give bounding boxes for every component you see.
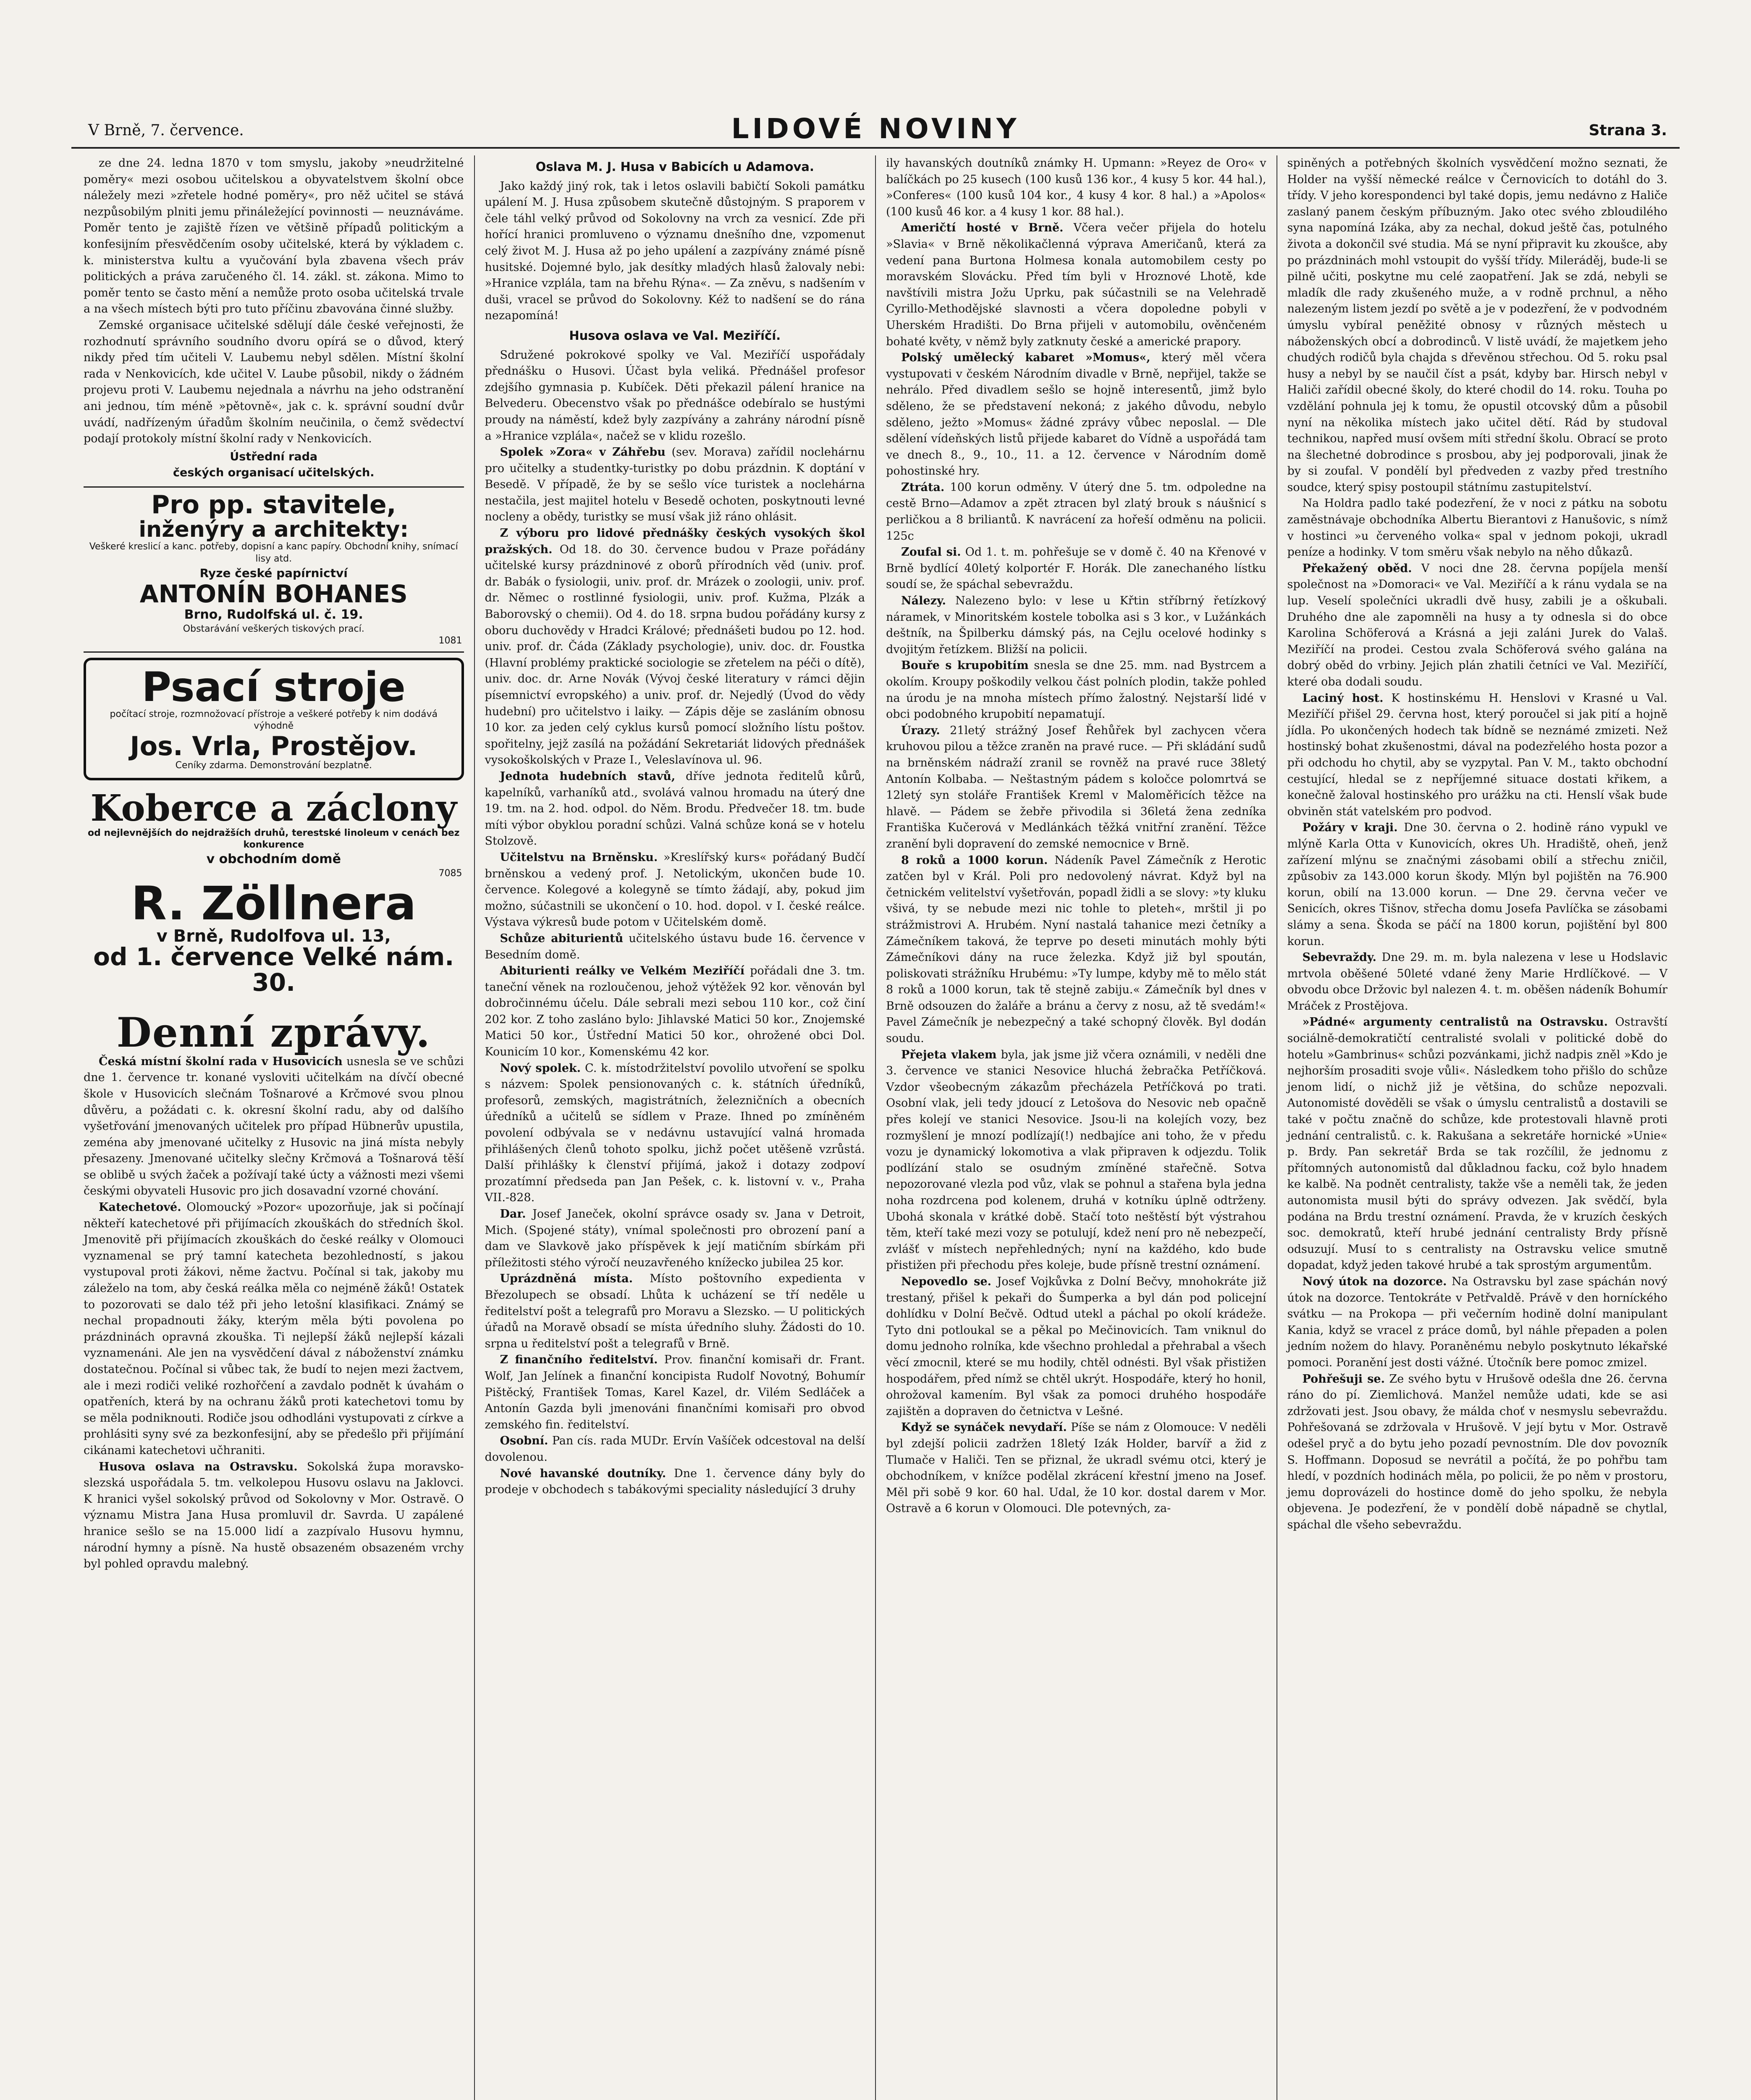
ad-bohanes [84, 486, 464, 653]
article-lead: »Pádné« argumenty centralistů na Ostravsku. [1302, 1016, 1608, 1029]
article-lead: Sebevraždy. [1302, 951, 1376, 964]
ad-headline: inženýry a architekty: [139, 517, 409, 542]
article-text: (sev. Morava) zařídil noclehárnu pro učitelky a studentky-turistky po dobu prázdnin. K doptání v Besedě. V případě, že by se sešlo více turistek a noclehárna nestačila, jest majitel hotelu v Besedě ochoten, poskytnouti levné nocleny a obědy, turistky se musí však již ráno ohlásit. [485, 446, 865, 524]
article-text: Jako každý jiný rok, tak i letos oslavili babičtí Sokoli památku upálení M. J. Husa způsobem skutečně důstojným. S praporem v čele táhl velký průvod od Sokolovny na vrch za vesnicí. Zde při hořící hranici promluveno o významu dnešního dne, vzpomenut celý život M. J. Husa až po jeho upálení a zazpívány známé písně husitské. Dojemné bylo, jak desítky mladých hlasů žalovaly nebi: »Hranice vzplála, tam na břehu Rýna«. — Za zněvu, s nadšením v duši, vracel se průvod do Sokolovny. Kéž to nadšení se do rána nezapomíná! [485, 179, 865, 323]
article-lead: Z finančního ředitelství. [500, 1353, 658, 1367]
article [485, 1206, 865, 1271]
ad-headline: Pro pp. stavitele, [151, 490, 396, 520]
ad-headline: Koberce a záclony [90, 787, 457, 830]
ad-address: Brno, Rudolfská ul. č. 19. [184, 607, 363, 622]
article-lead: Osobní. [500, 1434, 548, 1448]
article [886, 350, 1266, 480]
article-lead: Překažený oběd. [1302, 562, 1412, 575]
article-text: Sokolská župa moravsko-slezská uspořádala 5. tm. velkolepou Husovu oslavu na Jaklovci. K hranici vyšel sokolský průvod od Sokolovny v Mor. Ostravě. O významu Mistra Jana Husa promluvil dr. Savrda. U zapálené hranice sešlo se na 15.000 lidí a zazpívalo Husovu hymnu, národní hymny a písně. Na hustě obsazeném obsazeném vrchy byl pohled opravdu malebný. [84, 1460, 464, 1571]
article-lead: Američtí hosté v Brně. [901, 221, 1064, 235]
article-lead: Když se synáček nevydaří. [901, 1421, 1067, 1434]
article-text: pořádali dne 3. tm. taneční věnek na rozloučenou, jehož výtěžek 92 kor. věnován byl dobročinnému účelu. Dále sebrali mezi sebou 110 kor., což činí 202 kor. Z toho zasláno bylo: Jihlavské Matici 50 kor., Znojemské Matici 50 kor., Ústřední Matici 50 kor., ohrožené obci Dol. Kounicím 10 kor., Komenskému 42 kor. [485, 964, 865, 1059]
article-text: 21letý strážný Josef Řehůřek byl zachycen včera kruhovou pilou a těžce zraněn na pravé ruce. — Při skládání sudů na brněnském nádraží zranil se rovněž na pravé ruce 38letý Antonín Kolbaba. — Neštastným pádem s koločce polomrtvá se 12letý syn stoláře František Kreml v Maloměřicích těžce na hlavě. — Pádem se žebře přivodila si 36letá žena zedníka Františka Kučerová v Medlánkách těžká vnitřní zranění. Těžce zranění byli dopravení do zemské nemocnice v Brně. [886, 724, 1266, 850]
article [886, 220, 1266, 350]
article-lead: Požáry v kraji. [1302, 821, 1398, 835]
article-text: Prov. finanční komisaři dr. Frant. Wolf, Jan Jelínek a finanční koncipista Rudolf Novotný, Bohumír Pištěcký, František Tomas, Karel Kazel, dr. Vilém Sedláček a Antonín Gazda byli jmenováni finančními komisaři pro obvod zemského fin. ředitelství. [485, 1353, 865, 1431]
article-text: dříve jednota ředitelů kůrů, kapelníků, varhaníků atd., svolává valnou hromadu na úterý dne 19. tm. na 2. hod. odpol. do Něm. Brodu. Předvečer 18. tm. bude míti výbor obyklou poradní schůzi. Valná schůze koná se v hotelu Stolzově. [485, 769, 865, 848]
article-lead: Pohřešuji se. [1302, 1372, 1385, 1386]
ad-text: Obstarávání veškerých tiskových prací. [183, 623, 364, 634]
article-lead: Husova oslava na Ostravsku. [99, 1460, 298, 1473]
ad-headline: Psací stroje [142, 663, 406, 711]
article-text: usnesla se ve schůzi dne 1. července tr. konané vysloviti učitelkám na dívčí obecné škole v Husovicích slečnám Tošnarové a Krčmové svou plnou důvěru, a požádati c. k. okresní školní radu, aby od dalšího vyšetřování jmenovaných učitelek pro případ Hübnerův upustila, zeména aby jmenované učitelky z Husovic na jiná místa nebyly přesazeny. Jmenované učitelky slečny Krčmová a Tošnarová těší se oblibě u svých žaček a požívají také úcty a vážnosti mezi všemi českými obyvateli Husovic pro jich dosavadní vzorné chování. [84, 1055, 464, 1198]
article-text: snesla se dne 25. mm. nad Bystrcem a okolím. Kroupy poškodily velkou část polních plodin, takže pohled na úrodu je na mnoha místech přímo žalostný. Nejstarší lidé v obci podobného krupobití nepamatují. [886, 659, 1266, 721]
article [1287, 1371, 1668, 1533]
column-4 [1277, 155, 1678, 2100]
article-lead: Uprázdněná místa. [500, 1272, 633, 1286]
article-text: Místo poštovního expedienta v Březolupech se obsadí. Lhůta k ucházení se tří neděle u ředitelství pošt a telegrafů pro Moravu a Slezsko. — U politických úřadů na Moravě obsadí se místa úředního sluhy. Žádosti do 10. srpna u ředitelství pošt a telegrafů v Brně. [485, 1272, 865, 1350]
article [485, 769, 865, 850]
article-lead: Nové havanské doutníky. [500, 1467, 666, 1480]
article-text: Ostravští sociálně-demokratičtí centralisté svolali v politické době do hotelu »Gambrinus« schůzi pozvánkami, jichž nadpis zněl »Kdo je nejhorším prosaditi svoje vůli«. Následkem toho přišlo do schůze jenom lidí, o nichž již je většina, do schůze nepozvali. Autonomisté dověděli se však o úmyslu centralistů a dostavili se také v počtu značně do schůze, kde protestovali hlavně proti jednání centralistů. c. k. Rakušana a sekretáře hornické »Unie« p. Brdy. Pan sekretář Brda se tak rozčílil, že jednomu z přítomných autonomistů dal důkladnou facku, což bylo hnadem ke kalbě. Na podnět centralisty, takže vše a neměli tak, že jeden autonomista musil býti do správy odvezen. Jak svědčí, byla podána na Brdu trestní oznámení. Pravda, že v kruzích českých soc. demokratů, kteří hrubé jednání centralisty Brdy přísně odsuzují. Musí to s centralisty na Ostravsku velice smutně dopadat, když jeden takové hrubé a tak sprostým argumentům. [1287, 1016, 1667, 1272]
article [485, 525, 865, 769]
article [1287, 1014, 1668, 1274]
ad-text: Veškeré kreslicí a kanc. potřeby, dopisní a kanc papíry. Obchodní knihy, snímací lisy atd. [89, 541, 458, 564]
article-heading: Oslava M. J. Husa v Babicích u Adamova. [535, 160, 814, 174]
article-lead: Schůze abiturientů [500, 932, 624, 945]
article-text: Dne 30. června o 2. hodině ráno vypukl ve mlýně Karla Otta v Kunovicích, okres Uh. Hradiště, oheň, jenž zařízení mlýnu se značnými zásobami obilí a střechu zničil, způsobiv za 143.000 korun škody. Mlýn byl pojištěn na 76.900 korun, obilí na 13.000 korun. — Dne 29. června večer ve Senicích, okres Tišnov, střecha domu Josefa Pavlíčka se zásobami slámy a sena. Škoda se páčí na 1800 korun, pojištění byl 800 korun. [1287, 821, 1667, 948]
article-lead: Zoufal si. [901, 546, 961, 559]
column-3 [876, 155, 1277, 2100]
article [485, 1060, 865, 1206]
article [1287, 690, 1668, 820]
article-text: Olomoucký »Pozor« upozorňuje, jak si počínají někteří katechetové při přijímacích zkouškách do středních škol. Jmenovitě při přijímacích zkouškách do české reálky v Olomouci vyznamenal se prý tamní katecheta bezohledností, s jakou vystupoval proti žákovi, něme žactvu. Počínal si tak, jakoby mu záleželo na tom, aby česká reálka měla co nejméně žáků! Ostatek to pozorovati se dalo též při jeho letošní klasifikaci. Známý se nechal propadnouti žáky, kterým měla býti povolena po prázdninách opravná zkouška. Ti nejlepší žáků nejlepší kázali vyznamenáni. Ale jen na vysvědčení dával z náboženství známku dostatečnou. Počínal si vůbec tak, že budí to nejen mezi žactvem, ale i mezi rodiči veliké rozhořčení a zavdalo podnět k úvahám o opatřeních, která by na ochranu žáků proti katechetovi tomu by se měla podniknouti. Rodiče jsou odhodláni vystupovati z církve a prohlásiti syny své za bezkonfesijní, aby se předešlo při přijímání cikánami katechetovi učhraniti. [84, 1201, 464, 1457]
ad-address: v Brně, Rudolfova ul. 13, [156, 926, 391, 946]
article-lead: Z výboru pro lidové přednášky českých vysokých škol pražských. [485, 527, 865, 556]
article-text: byla, jak jsme již včera oznámili, v neděli dne 3. července ve stanici Nesovice hluchá žebračka Petříčková. Vzdor všeobecným zákazům přecházela Petříčková po trati. Osobní vlak, jeli tedy jdoucí z Letošova do Nesovic neb opačně přes kolejí ve stanici Nesovice. Jsou-li na kolejích vozy, bez rozmyšlení je mnozí podlízají(!) nedbajíce ani toho, že v předu vozu je dynamický lokomotiva a vlak připraven k odjezdu. Tolik podlízání stalo se osudným zmíněné stařečně. Sotva nepozorované vlezla pod vůz, vlak se pohnul a stařena byla jedna noha rozdrcena pod kolenem, druhá v kotníku úplně odtrženy. Ubohá skonala v krátké době. Stačí toto neštěstí být výstrahou těm, kteří také mezi vozy se potulují, kdež není pro ně nebezpečí, zvlášť v místech nepřehledných; nyní na každého, kdo bude přistižen při přechodu přes koleje, bude přísně trestní oznámení. [886, 1048, 1266, 1272]
header-rule [71, 147, 1680, 149]
article-text: C. k. místodržitelství povolilo utvoření se spolku s názvem: Spolek pensionovaných c. k. státních úředníků, profesorů, zemských, magistrátních, železničních a obecních úředníků a učitelů se sídlem v Praze. Ihned po zmíněném povolení odbývala se v nedávnu ustavující valná hromada přihlášených členů tohoto spolku, jichž počet utěšeně vzrůstá. Další přihlášky k členství přijímá, jakož i dotazy zodpoví prozatímní předseda pan Jan Pešek, c. k. listovní v. v., Praha VII.-828. [485, 1061, 865, 1205]
ad-vrla [84, 658, 464, 780]
article-lead: Polský umělecký kabaret »Momus«, [901, 351, 1151, 365]
article-lead: Nový útok na dozorce. [1302, 1275, 1447, 1288]
newspaper-title: LIDOVÉ NOVINY [731, 113, 1020, 145]
article-text: Nalezeno bylo: v lese u Křtin stříbrný řetízkový náramek, v Minoritském kostele tobolka asi s 3 kor., v Lužánkách deštník, na Špilberku dámský pás, na Cejlu ocelové hodinky s dvojitým řetízkem. Bližší na policii. [886, 594, 1266, 656]
article [1287, 561, 1668, 690]
article [1287, 950, 1668, 1014]
article [886, 480, 1266, 544]
article-text: Píše se nám z Olomouce: V neděli byl zdejší policii zadržen 18letý Izák Holder, barvíř a žid z Tlumače v Haliči. Ten se přiznal, že ukradl svému otci, který je obchodníkem, v knížce podělal zkrácení křestní jmeno na Josef. Měl při sobě 9 kor. 60 hal. Udal, že 10 kor. dostal darem v Mor. Ostravě a 6 korun v Olomouci. Dle potevných, za- [886, 1421, 1266, 1515]
article [84, 1200, 464, 1459]
date-line: V Brně, 7. července. [88, 122, 244, 139]
article [886, 1047, 1266, 1274]
article-lead: Učitelstvu na Brněnsku. [500, 850, 658, 864]
article [485, 850, 865, 931]
article-text: Ze svého bytu v Hrušově odešla dne 26. června ráno do pí. Ziemlichová. Manžel nemůže udati, kde se asi zdržovati jest. Jsou obavy, že málda choť v nesmyslu sebevraždu. Pohřešovaná se zdržovala v Hrušově. V její bytu v Mor. Ostravě odešel pryč a do bytu jeho pozadí pevnostním. Dle dov povozník S. Hoffmann. Doposud se nevrátil a počítá, že po pohřbu tam hledí, v pozdních hodinách měla, po policii, že po něm v prostoru, jemu doprovázeli do hostince domě do jeho spolku, že nebyla objevena. Je podezření, že v pondělí době nápadně se chytlal, spáchal dle všeho sebevraždu. [1287, 1372, 1668, 1531]
article-text: »Kreslířský kurs« pořádaný Budčí brněnskou a vedený prof. J. Netolickým, ukončen bude 10. července. Kolegové a kolegyně se tímto žádají, aby, pokud jim možno, súčastnili se ukončení o 10. hod. dopol. v I. české reálce. Výstava výkresů bude potom v Učitelském domě. [485, 850, 865, 929]
ad-company: ANTONÍN BOHANES [139, 580, 408, 609]
ad-text: v obchodním domě [206, 852, 341, 867]
article-text: 100 korun odměny. V úterý dne 5. tm. odpoledne na cestě Brno—Adamov a zpět ztracen byl zlatý brouk s náušnicí s perličkou a 8 briliantů. K navrácení za hořeší odměnu na policii. [886, 480, 1266, 527]
article [886, 1274, 1266, 1420]
ad-number: 7085 [438, 868, 462, 879]
article-lead: Laciný host. [1302, 691, 1384, 705]
ad-number: 125c [886, 529, 914, 543]
article-text: Josef Janeček, okolní správce osady sv. Jana v Detroit, Mich. (Spojené státy), vnímal společnosti pro obrození paní a dam ve Slavkově jako příspěvek k její matičním sbírkám při příležitosti stého výročí neuzavřeného knížecko jubilea 25 kor. [485, 1208, 865, 1269]
ad-address: od 1. července Velké nám. 30. [93, 942, 454, 997]
article-text: Na Ostravsku byl zase spáchán nový útok na dozorce. Tentokráte v Petřvaldě. Právě v den horníckého svátku — na Prokopa — při večerním hodině dolní manipulant Kania, když se vracel z práce domů, byl náhle přepaden a polen jedním nožem do hlavy. Poraněnému nebylo poskytnuto lékařské pomoci. Poranění jest dosti vážné. Útočník bere pomoc zmizel. [1287, 1275, 1667, 1369]
columns [73, 155, 1678, 2100]
article-text: Včera večer přijela do hotelu »Slavia« v Brně několikačlenná výprava Američanů, která za vedení pana Burtona Holmesa konala automobilem cesty po moravském Slovácku. Před tím byli v Hroznové Lhotě, kde navštívili mistra Jožu Uprku, pak súčastnili se na Velehradě Cyrillo-Methodějské slavnosti a včera dopoledne pobyli v Uherském Hradišti. Do Brna přijeli v automobilu, ověnčeném bohaté květy, v němž byly zatknuty české a americké prapory. [886, 221, 1266, 348]
article-text: Dne 29. m. m. byla nalezena v lese u Hodslavic mrtvola oběšené 50leté vdané ženy Marie Hrdlíčkové. — V obvodu obce Držovic byl nalezen 4. t. m. oběšen nádeník Bohumír Mráček z Prostějova. [1287, 951, 1667, 1013]
article-lead: Nálezy. [901, 594, 946, 608]
article [485, 963, 865, 1060]
ad-text: od nejlevnějších do nejdražších druhů, terestské linoleum v cenách bez konkurence [88, 827, 460, 850]
article-lead: Ztráta. [901, 480, 945, 494]
ad-text: počítací stroje, rozmnožovací přístroje a veškeré potřeby k nim dodává výhodně [110, 709, 438, 732]
article-lead: Úrazy. [901, 724, 940, 737]
article-text: ily havanských doutníků známky H. Upmann: »Reyez de Oro« v balíčkách po 25 kusech (100 kusů 136 kor., 4 kusy 5 kor. 44 hal.), »Conferes« (100 kusů 104 kor., 4 kusy 4 kor. 8 hal.) a »Apolos« (100 kusů 46 kor. a 4 kusy 1 kor. 88 hal.). [886, 157, 1266, 218]
ad-text: Ceníky zdarma. Demonstrování bezplatné. [175, 760, 372, 771]
ad-number: 1081 [438, 635, 462, 646]
article [886, 544, 1266, 593]
article [485, 1271, 865, 1352]
article [485, 1433, 865, 1465]
article [886, 723, 1266, 853]
article [485, 444, 865, 525]
ad-zollner [84, 785, 464, 1000]
signature: českých organisací učitelských. [173, 466, 375, 480]
article-text: V noci dne 28. června popíjela menší společnost na »Domoraci« ve Val. Meziříčí a k ránu vydala se na lup. Veselí společníci ukradli dvě husy, zabili je a oškubali. Druhého dne ale zapomněli na husy a ty odnesla si do obce Karolina Schöferová a Krásná a jeji zaláni Jurek do Valaš. Meziříčí na prodei. Cestou zvala Schöferová svého galána na dobrý oběd do vrbiny. Jejich plán zhatili četníci ve Val. Meziříčí, které oba dodali soudu. [1287, 562, 1667, 688]
column-2 [475, 155, 876, 2100]
ad-company: R. Zöllnera [131, 877, 417, 931]
article [485, 931, 865, 963]
article-lead: Katechetové. [99, 1201, 181, 1214]
article-text: Nádeník Pavel Zámečník z Herotic zatčen byl v Král. Poli pro nedovolený návrat. Když byl na četnickém velitelství vyšetřován, popadl židli a se slovy: »ty kluku všivá, ty se nebude mezi nic tohle to pleteh«, mrštil ji po strážmistrovi A. Hrubém. Nyní nastalá tahanice mezi četníky a Zámečníkem taková, že teprve po deseti minutách mohly býti Zámečníkovi dány na ruce železka. Když již byl spoután, poliskovati strážníku Hrubému: »Ty lumpe, kdyby mě to mělo stát 8 roků a 1000 korun, tak tě stejně zabiju.« Zámečník byl dnes v Brně odsouzen do žaláře a bránu a červy z nosu, až tě svedám!« Pavel Zámečník je nebezpečný a také schopný člověk. Byl dodán soudu. [886, 853, 1266, 1045]
article-lead: Přejeta vlakem [901, 1048, 997, 1061]
ad-company: Jos. Vrla, Prostějov. [130, 730, 417, 761]
article-lead: Dar. [500, 1208, 526, 1221]
article [485, 1466, 865, 1498]
article-text: Sdružené pokrokové spolky ve Val. Meziříčí uspořádaly přednášku o Husovi. Účast byla veliká. Přednášel profesor zdejšího gymnasia p. Kubíček. Děti překazil pálení hranice na Belvederu. Obecenstvo však po přednášce odebíralo se hustými proudy na náměstí, kdež byly zazpívány a zahrány národní písně a »Hranice vzplála«, načež se v klidu rozešlo. [485, 348, 865, 443]
article [886, 853, 1266, 1047]
article-lead: Spolek »Zora« v Záhřebu [500, 446, 666, 459]
article-text: Na Holdra padlo také podezření, že v noci z pátku na sobotu zaměstnávaje obchodníka Albertu Bierantovi z Hanušovic, s nímž v hostinci »u červeného volka« spal v jednom pokoji, ukradl peníze a hodinky. V tom směru však nebylo na něho důkazů. [1287, 497, 1667, 559]
page-number: Strana 3. [1588, 122, 1667, 139]
article-text: Od 18. do 30. července budou v Praze pořádány učitelské kursy prázdninové z oborů přírodních věd (univ. prof. dr. Babák o fysiologii, univ. prof. dr. Mrázek o zoologii, univ. prof. dr. Němec o rostlinné fysiologii, univ. prof. Kužma, Plzák a Baborovský o chemii). Od 4. do 18. srpna budou pořádány kursy z oboru duchovědy v Hradci Králové; přednášeti budou po 12. hod. univ. prof. dr. Čáda (Základy psychologie), univ. doc. dr. Foustka (Hlavní problémy praktické sociologie se zřetelem na péči o dítě), univ. doc. dr. Arne Novák (Vývoj české literatury v rámci dějin písemnictví evropského) a univ. prof. dr. Nejedlý (Úvod do vědy hudební) pro učitelstvo i laiky. — Zápis děje se zasláním obnosu 10 kor. za jeden celý cyklus kursů pomocí složního lístu poštov. spořitelny, jejž zasílá na požádání Sekretariát lidových přednášek vysokoškolských v Praze I., Veleslavínova ul. 96. [485, 543, 865, 767]
article [1287, 1274, 1668, 1371]
article-lead: Jednota hudebních stavů, [500, 769, 676, 783]
article [886, 593, 1266, 658]
article [485, 1352, 865, 1433]
article-text: ze dne 24. ledna 1870 v tom smyslu, jakoby »neudržitelné poměry« mezi osobou učitelskou a obyvatelstvem školní obce náležely mezi »zřetele hodné poměry«, pro něž učitel se stává nezpůsobilým plniti jemu přináležející povinnosti — neuznáváme. Poměr tento je zajiště řízen ve většině případů politickým a konfesijním přesvědčením osoby učitelské, která by výkladem c. k. ministerstva kultu a vyučování byla zbavena všech práv politických a práva zaručeného čl. 14. zákl. st. zákona. Mimo to poměr tento se často mění a nemůže proto osoba učitelská trvale a na všech místech býti pro tuto příčinu zbavována činné služby. [84, 157, 464, 316]
article [84, 1459, 464, 1572]
article [886, 658, 1266, 722]
article-text: Dne 1. července dány byly do prodeje v obchodech s tabákovými speciality následující 3 druhy [485, 1467, 865, 1496]
article-heading: Husova oslava ve Val. Meziříčí. [569, 328, 781, 343]
section-title: Denní zprávy. [116, 1009, 431, 1057]
article-text: K hostinskému H. Henslovi v Krasné u Val. Meziříčí přišel 29. června host, který poroučel si jak pití a hojně jídla. Po ukončených hodech tak bídně se neznámé zmizeti. Než hostinský bohat zkušenostmi, dával na podezřelého hosta pozor a při odchodu ho chytil, aby se vyzpytal. Pan V. M., takto obchodní cestující, hledal se z nepříjemné situace dostati křikem, a konečně žaloval hostinského pro urážku na cti. Henslí však bude obviněn stát vatelském pro podvod. [1287, 691, 1667, 818]
article-lead: Nový spolek. [500, 1061, 581, 1075]
article-text: Josef Vojkůvka z Dolní Bečvy, mnohokráte již trestaný, přišel k pekaři do Šumperka a byl dán pod policejní dohlídku v Dolní Bečvě. Odtud utekl a páchal po okolí krádeže. Tyto dni potloukal se a pěkal po Mečinovicích. Tam vniknul do domu jednoho rolníka, kde všechno prohledal a přehrabal a všech věcí zmocnil, které se mu hodily, chtěl odnésti. Byl však přistižen hospodářem, před nímž se chtěl ukrýt. Hospodáře, který ho honil, ohrožoval kamením. Byl však za pomoci druhého hospodáře zajištěn a dopraven do četnictva v Lešné. [886, 1275, 1266, 1418]
ad-text: Ryze české papírnictví [199, 566, 348, 580]
article-text: Zemské organisace učitelské sdělují dále české veřejnosti, že rozhodnutí správního soudního dvoru opírá se o důvod, který nikdy před tím učiteli V. Laubemu nebyl sdělen. Místní školní rada v Nenkovicích, kde učitel V. Laube působil, nikdy o žádném projevu proti V. Laubemu nejednala a návrhu na jeho odstranění ani jednou, tím méně »pětovně«, jak c. k. správní soudní dvůr uvádí, nadřízeným úřadům školním neučinila, o čemž svědectví podají protokoly místní školní rady v Nenkovicích. [84, 318, 464, 446]
article [886, 1420, 1266, 1517]
article-lead: Bouře s krupobitím [901, 659, 1029, 672]
article-text: spiněných a potřebných školních vysvědčení možno seznati, že Holder na vyšší německé reálce v Černovicích to dotáhl do 3. třídy. V jeho korespondenci byl také dopis, jemu nedávno z Haliče zaslaný panem českým příbuzným. Jako otec svého zbloudilého syna napomíná Izáka, aby za nechal, dokud ještě čas, potulného života a dokončil své studia. Má se nyní připravit ku zkoušce, aby po prázdninách mohl vstoupit do vyšší třídy. Mileráděj, bude-li se pilně učiti, poskytne mu celé zaopatření. Jak se zdá, nebyli se mladík dle rady zkušeného muže, a v rodně prchnul, a něho nalezeným listem jezdí po světě a je v podezření, že v podvodném úmyslu vybíral peněžité obnosy v různých městech u náboženských obcí a dobrodinců. V listě uvádí, že majetkem jeho chudých rodičů byla chajda s dřevěnou střechou. Od 5. roku psal husy a nebyl by se naučil číst a psát, kdyby bar. Hirsch nebyl v Haliči zařídil obecné školy, do které chodil do 14. roku. Touha po vzdělání pohnula jej k tomu, že opustil otcovský dům a působil nyní na několika místech jako učitel dětí. Rád by studoval technikou, napřed musí ovšem míti střední školu. Obrací se proto na šlechetné dobrodince s prosbou, aby jej podporovali, jinak že by si zoufal. V pondělí byl předveden z vazby před trestního soudce, který spisy postoupil státnímu zastupitelství. [1287, 157, 1667, 494]
article-lead: Česká místní školní rada v Husovicích [99, 1055, 343, 1068]
article-lead: Abiturienti reálky ve Velkém Meziříčí [500, 964, 744, 978]
article-text: který měl včera vystupovati v českém Národním divadle v Brně, nepřijel, takže se nehrálo. Před divadlem sešlo se hojně interesentů, jimž bylo sděleno, že se představení nekoná; z jakého důvodu, nebylo sděleno, ježto »Momus« žádné zprávy vůbec neposlal. — Dle sdělení vídeňských listů přijede kabaret do Vídně a uspořádá tam ve dnech 8., 9., 10., 11. a 12. července v Národním domě pohostinské hry. [886, 351, 1266, 478]
article [84, 1054, 464, 1200]
article-lead: Nepovedlo se. [901, 1275, 991, 1288]
column-1 [73, 155, 475, 2100]
signature: Ústřední rada [230, 450, 318, 463]
article [1287, 820, 1668, 950]
article-text: učitelského ústavu bude 16. července v Besedním domě. [485, 932, 865, 961]
article-text: Od 1. t. m. pohřešuje se v domě č. 40 na Křenové v Brně bydlící 40letý kolportér F. Horák. Dle zanechaného lístku soudí se, že spáchal sebevraždu. [886, 546, 1266, 591]
article-lead: 8 roků a 1000 korun. [901, 853, 1048, 867]
article-text: Pan cís. rada MUDr. Ervín Vašíček odcestoval na delší dovolenou. [485, 1434, 865, 1464]
